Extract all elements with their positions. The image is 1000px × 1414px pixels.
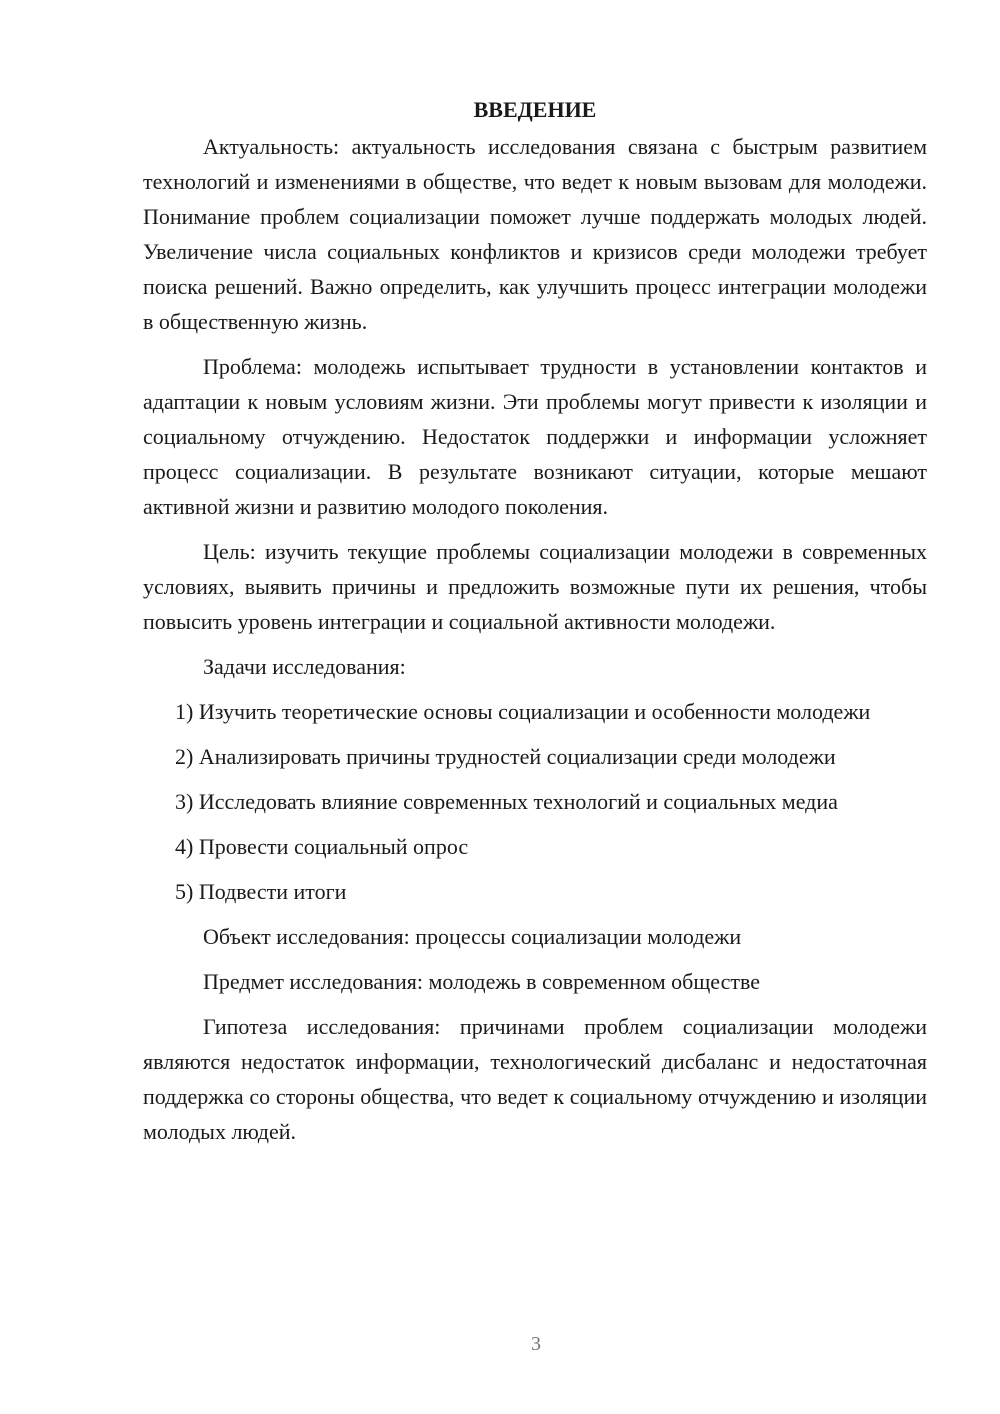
tasks-list bbox=[143, 694, 927, 909]
task-item: 2) Анализировать причины трудностей социализации среди молодежи bbox=[175, 744, 836, 769]
hypothesis-paragraph: Гипотеза исследования: причинами проблем социализации молодежи являются недостаток информации, технологический дисбаланс и недостаточная поддержка со стороны общества, что ведет к социальному отчуждению и изоляции молодых людей. bbox=[143, 1014, 927, 1144]
tasks-title: Задачи исследования: bbox=[203, 654, 406, 679]
section-heading: ВВЕДЕНИЕ bbox=[473, 97, 597, 122]
task-item: 3) Исследовать влияние современных технологий и социальных медиа bbox=[175, 789, 838, 814]
subject-paragraph: Предмет исследования: молодежь в современном обществе bbox=[203, 969, 761, 994]
relevance-paragraph: Актуальность: актуальность исследования связана с быстрым развитием технологий и изменениями в обществе, что ведет к новым вызовам для молодежи. Понимание проблем социализации поможет лучше поддержать молодых людей. Увеличение числа социальных конфликтов и кризисов среди молодежи требует поиска решений. Важно определить, как улучшить процесс интеграции молодежи в общественную жизнь. bbox=[143, 134, 927, 334]
task-item: 5) Подвести итоги bbox=[175, 879, 347, 904]
document-body bbox=[143, 92, 927, 1159]
task-item: 4) Провести социальный опрос bbox=[175, 834, 469, 859]
task-item: 1) Изучить теоретические основы социализации и особенности молодежи bbox=[175, 699, 871, 724]
page-number: 3 bbox=[531, 1333, 541, 1355]
goal-paragraph: Цель: изучить текущие проблемы социализации молодежи в современных условиях, выявить причины и предложить возможные пути их решения, чтобы повысить уровень интеграции и социальной активности молодежи. bbox=[143, 539, 927, 634]
object-paragraph: Объект исследования: процессы социализации молодежи bbox=[203, 924, 742, 949]
problem-paragraph: Проблема: молодежь испытывает трудности в установлении контактов и адаптации к новым условиям жизни. Эти проблемы могут привести к изоляции и социальному отчуждению. Недостаток поддержки и информации усложняет процесс социализации. В результате возникают ситуации, которые мешают активной жизни и развитию молодого поколения. bbox=[143, 354, 927, 519]
